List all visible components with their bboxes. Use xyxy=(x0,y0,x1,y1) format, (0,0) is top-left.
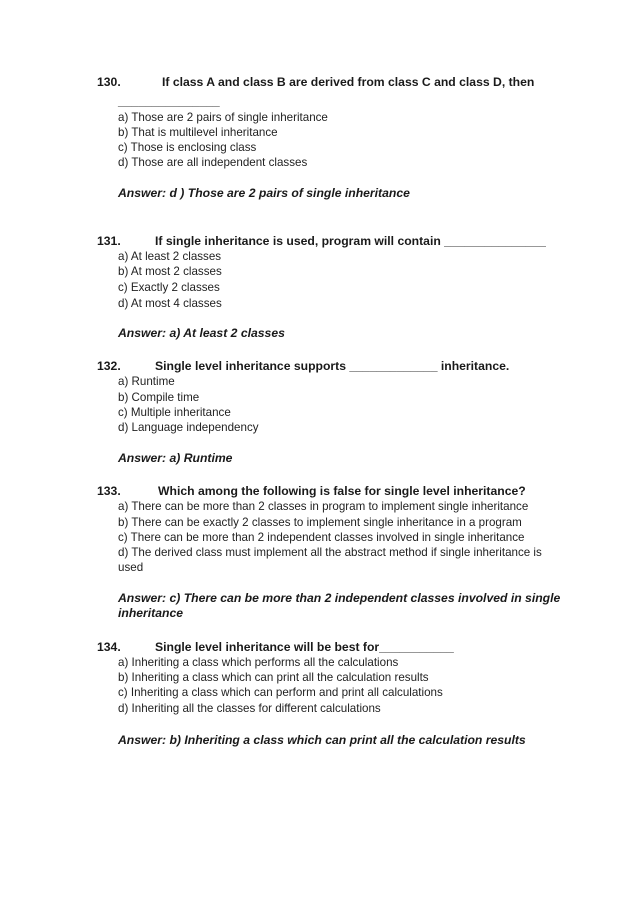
option-c: c) Multiple inheritance xyxy=(118,406,231,419)
question-133 xyxy=(97,484,526,499)
option-d: d) Inheriting all the classes for different calculations xyxy=(118,702,381,715)
option-b: b) Inheriting a class which can print all the calculation results xyxy=(118,671,429,684)
option-d: d) At most 4 classes xyxy=(118,297,222,310)
question-text: Single level inheritance supports _____________ inheritance. xyxy=(155,359,510,373)
answer: Answer: a) Runtime xyxy=(118,451,233,465)
question-blank: _______________ xyxy=(118,94,220,108)
option-c: c) Inheriting a class which can perform and print all calculations xyxy=(118,686,443,699)
option-c: c) There can be more than 2 independent classes involved in single inheritance xyxy=(118,531,525,544)
option-d: d) Language independency xyxy=(118,421,259,434)
option-b: b) There can be exactly 2 classes to implement single inheritance in a program xyxy=(118,516,522,529)
question-number: 130. xyxy=(97,75,121,89)
question-number: 134. xyxy=(97,640,121,654)
question-134 xyxy=(97,640,454,655)
option-d-continued: used xyxy=(118,561,144,574)
question-132 xyxy=(97,359,509,374)
option-a: a) Those are 2 pairs of single inheritance xyxy=(118,111,328,124)
answer: Answer: c) There can be more than 2 independent classes involved in single xyxy=(118,591,561,605)
question-130 xyxy=(97,75,534,90)
question-text: Single level inheritance will be best for___________ xyxy=(155,640,454,654)
answer: Answer: d ) Those are 2 pairs of single inheritance xyxy=(118,186,410,200)
question-text: If single inheritance is used, program will contain _______________ xyxy=(155,234,546,248)
option-b: b) That is multilevel inheritance xyxy=(118,126,278,139)
option-c: c) Those is enclosing class xyxy=(118,141,257,154)
question-131 xyxy=(97,234,546,249)
answer-continued: inheritance xyxy=(118,606,184,620)
option-d: d) The derived class must implement all the abstract method if single inheritance is xyxy=(118,546,542,559)
option-a: a) Runtime xyxy=(118,375,175,388)
question-number: 131. xyxy=(97,234,121,248)
question-text: Which among the following is false for single level inheritance? xyxy=(158,484,526,498)
question-text: If class A and class B are derived from class C and class D, then xyxy=(162,75,535,89)
question-number: 132. xyxy=(97,359,121,373)
option-d: d) Those are all independent classes xyxy=(118,156,308,169)
option-a: a) There can be more than 2 classes in program to implement single inheritance xyxy=(118,500,529,513)
answer: Answer: b) Inheriting a class which can print all the calculation results xyxy=(118,733,526,747)
answer: Answer: a) At least 2 classes xyxy=(118,326,285,340)
option-a: a) At least 2 classes xyxy=(118,250,222,263)
option-c: c) Exactly 2 classes xyxy=(118,281,220,294)
question-number: 133. xyxy=(97,484,121,498)
option-a: a) Inheriting a class which performs all the calculations xyxy=(118,656,399,669)
option-b: b) At most 2 classes xyxy=(118,265,222,278)
option-b: b) Compile time xyxy=(118,391,200,404)
